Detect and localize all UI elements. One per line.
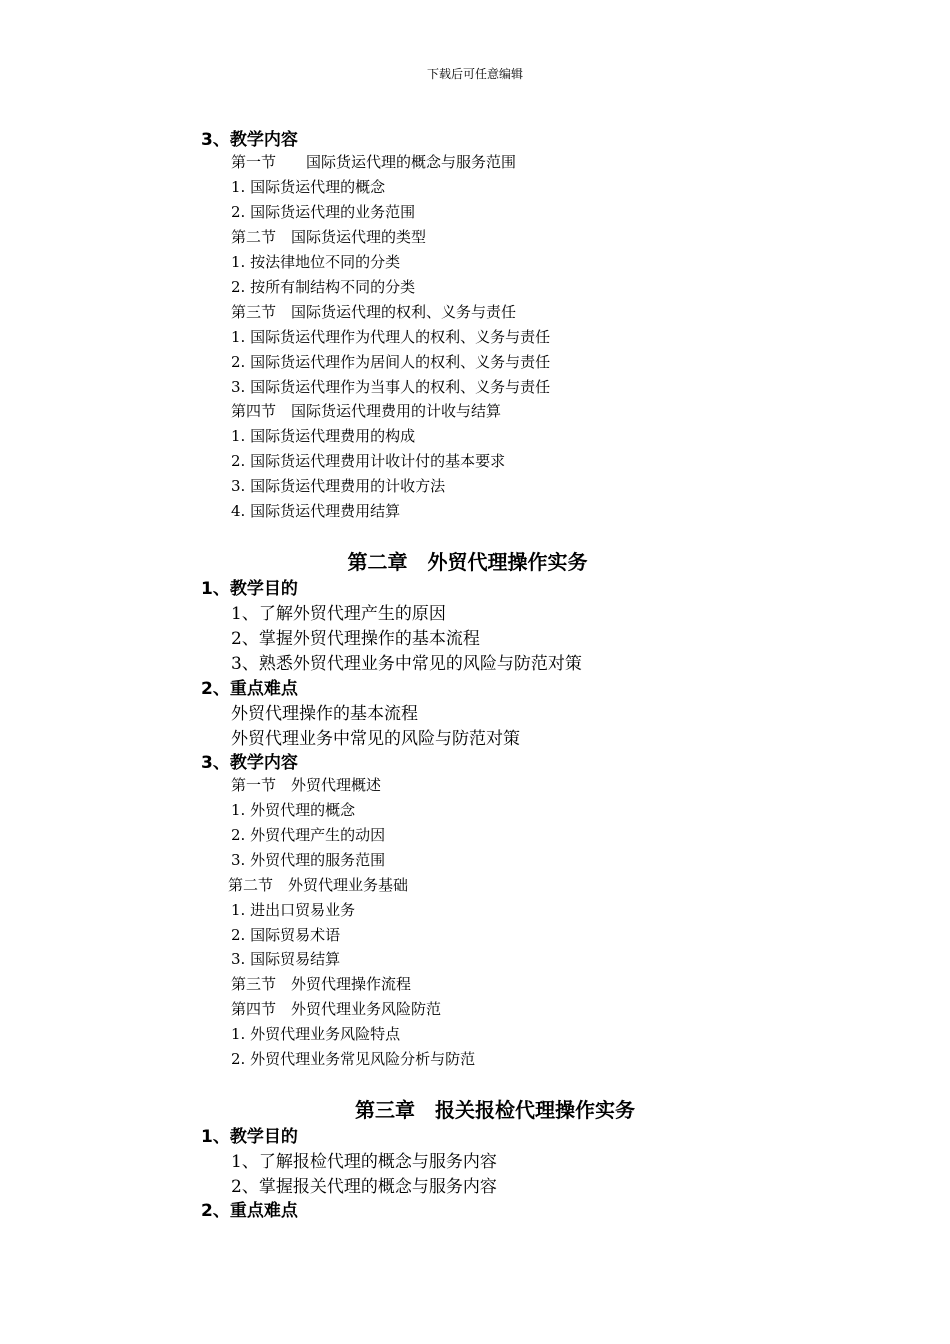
list-item: 2. 国际货运代理费用计收计付的基本要求	[231, 452, 506, 470]
subsection-title: 第四节 国际货运代理费用的计收与结算	[231, 402, 502, 420]
list-item: 2、掌握报关代理的概念与服务内容	[231, 1177, 497, 1197]
list-item: 1. 按法律地位不同的分类	[231, 253, 401, 271]
list-item: 2. 国际货运代理作为居间人的权利、义务与责任	[231, 353, 551, 371]
list-item: 3、熟悉外贸代理业务中常见的风险与防范对策	[231, 654, 582, 674]
subsection-title: 第二节 外贸代理业务基础	[228, 876, 409, 894]
list-item: 外贸代理业务中常见的风险与防范对策	[231, 729, 520, 749]
subsection-title: 第一节 外贸代理概述	[231, 776, 382, 794]
list-item: 1. 国际货运代理的概念	[231, 178, 386, 196]
list-item: 1. 外贸代理业务风险特点	[231, 1025, 401, 1043]
list-item: 3. 国际贸易结算	[231, 950, 341, 968]
list-item: 3. 国际货运代理费用的计收方法	[231, 477, 446, 495]
section-heading: 2、重点难点	[201, 679, 298, 699]
page-header-note: 下载后可任意编辑	[426, 67, 523, 81]
list-item: 3. 外贸代理的服务范围	[231, 851, 386, 869]
list-item: 1、了解报检代理的概念与服务内容	[231, 1152, 497, 1172]
subsection-title: 第三节 国际货运代理的权利、义务与责任	[231, 303, 517, 321]
list-item: 4. 国际货运代理费用结算	[231, 502, 401, 520]
list-item: 1、了解外贸代理产生的原因	[231, 604, 446, 624]
section-heading: 3、教学内容	[201, 753, 298, 773]
subsection-title: 第二节 国际货运代理的类型	[231, 228, 427, 246]
list-item: 3. 国际货运代理作为当事人的权利、义务与责任	[231, 378, 551, 396]
list-item: 2. 按所有制结构不同的分类	[231, 278, 416, 296]
list-item: 1. 国际货运代理作为代理人的权利、义务与责任	[231, 328, 551, 346]
section-heading: 1、教学目的	[201, 1127, 298, 1147]
list-item: 1. 国际货运代理费用的构成	[231, 427, 416, 445]
list-item: 1. 进出口贸易业务	[231, 901, 356, 919]
list-item: 1. 外贸代理的概念	[231, 801, 356, 819]
list-item: 2. 外贸代理业务常见风险分析与防范	[231, 1050, 476, 1068]
list-item: 2. 外贸代理产生的动因	[231, 826, 386, 844]
subsection-title: 第一节 国际货运代理的概念与服务范围	[231, 153, 517, 171]
list-item: 2. 国际贸易术语	[231, 926, 341, 944]
list-item: 外贸代理操作的基本流程	[231, 704, 418, 724]
subsection-title: 第三节 外贸代理操作流程	[231, 975, 412, 993]
section-heading: 3、教学内容	[201, 130, 298, 150]
list-item: 2、掌握外贸代理操作的基本流程	[231, 629, 480, 649]
list-item: 2. 国际货运代理的业务范围	[231, 203, 416, 221]
subsection-title: 第四节 外贸代理业务风险防范	[231, 1000, 442, 1018]
chapter-title: 第三章 报关报检代理操作实务	[355, 1098, 635, 1122]
section-heading: 2、重点难点	[201, 1201, 298, 1221]
section-heading: 1、教学目的	[201, 579, 298, 599]
chapter-title: 第二章 外贸代理操作实务	[347, 550, 588, 574]
